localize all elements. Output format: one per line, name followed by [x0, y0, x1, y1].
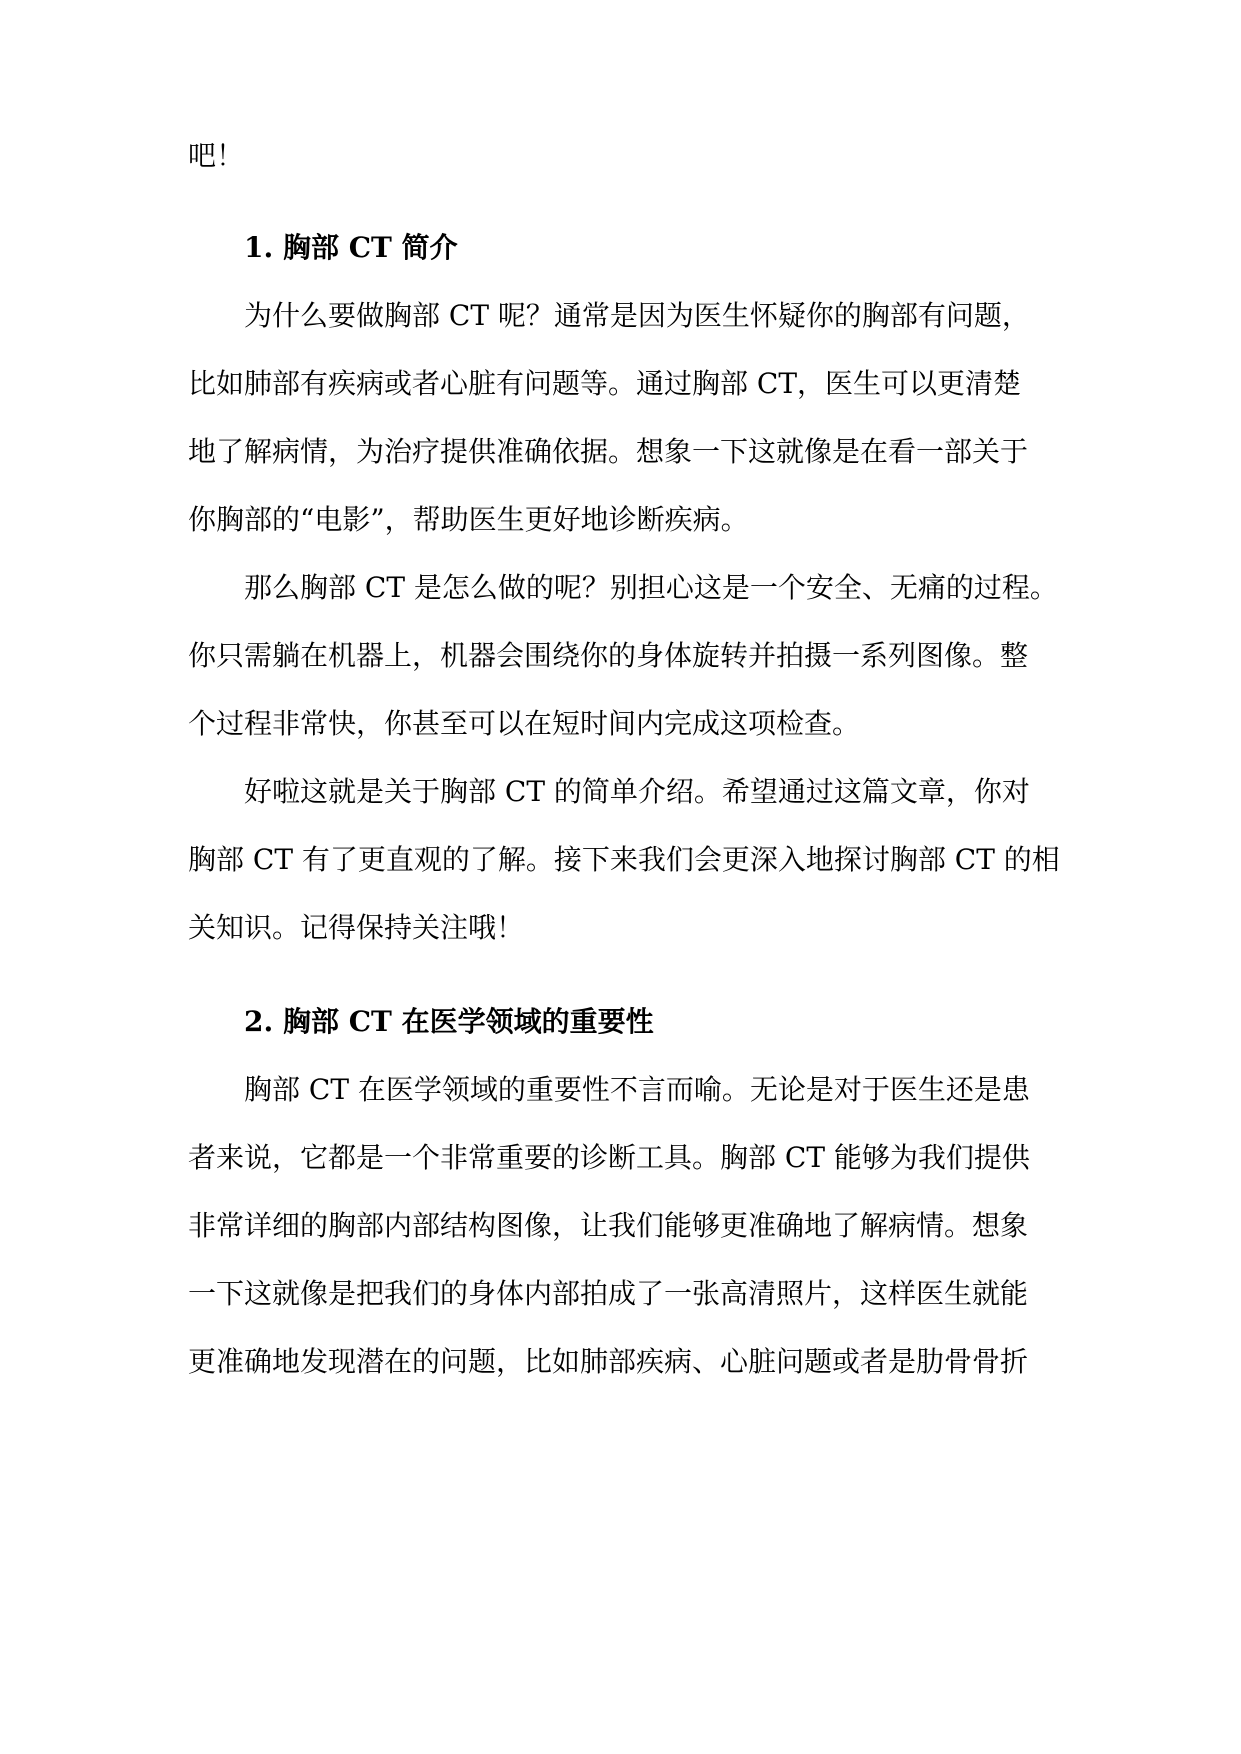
section-heading: 1. 胸部 CT 简介: [244, 231, 458, 264]
paragraph-line: 者来说，它都是一个非常重要的诊断工具。胸部 CT 能够为我们提供: [188, 1141, 1030, 1174]
paragraph-line: 个过程非常快，你甚至可以在短时间内完成这项检查。: [188, 707, 861, 740]
paragraph-line: 那么胸部 CT 是怎么做的呢？别担心这是一个安全、无痛的过程。: [244, 571, 1058, 604]
paragraph-line: 比如肺部有疾病或者心脏有问题等。通过胸部 CT，医生可以更清楚: [188, 367, 1022, 400]
paragraph-line: 好啦这就是关于胸部 CT 的简单介绍。希望通过这篇文章，你对: [244, 775, 1030, 808]
paragraph-line: 胸部 CT 在医学领域的重要性不言而喻。无论是对于医生还是患: [244, 1073, 1030, 1106]
paragraph-line: 地了解病情，为治疗提供准确依据。想象一下这就像是在看一部关于: [188, 435, 1029, 468]
paragraph-line: 非常详细的胸部内部结构图像，让我们能够更准确地了解病情。想象: [188, 1209, 1029, 1242]
paragraph-line: 为什么要做胸部 CT 呢？通常是因为医生怀疑你的胸部有问题，: [244, 299, 1030, 332]
section-heading: 2. 胸部 CT 在医学领域的重要性: [244, 1005, 654, 1038]
paragraph-line: 胸部 CT 有了更直观的了解。接下来我们会更深入地探讨胸部 CT 的相: [188, 843, 1060, 876]
paragraph-line: 更准确地发现潜在的问题，比如肺部疾病、心脏问题或者是肋骨骨折: [188, 1345, 1029, 1378]
paragraph-line: 吧！: [188, 139, 245, 172]
paragraph-line: 关知识。记得保持关注哦！: [188, 911, 525, 944]
paragraph-line: 你胸部的“电影”，帮助医生更好地诊断疾病。: [188, 503, 749, 536]
paragraph-line: 你只需躺在机器上，机器会围绕你的身体旋转并拍摄一系列图像。整: [188, 639, 1029, 672]
paragraph-line: 一下这就像是把我们的身体内部拍成了一张高清照片，这样医生就能: [188, 1277, 1029, 1310]
